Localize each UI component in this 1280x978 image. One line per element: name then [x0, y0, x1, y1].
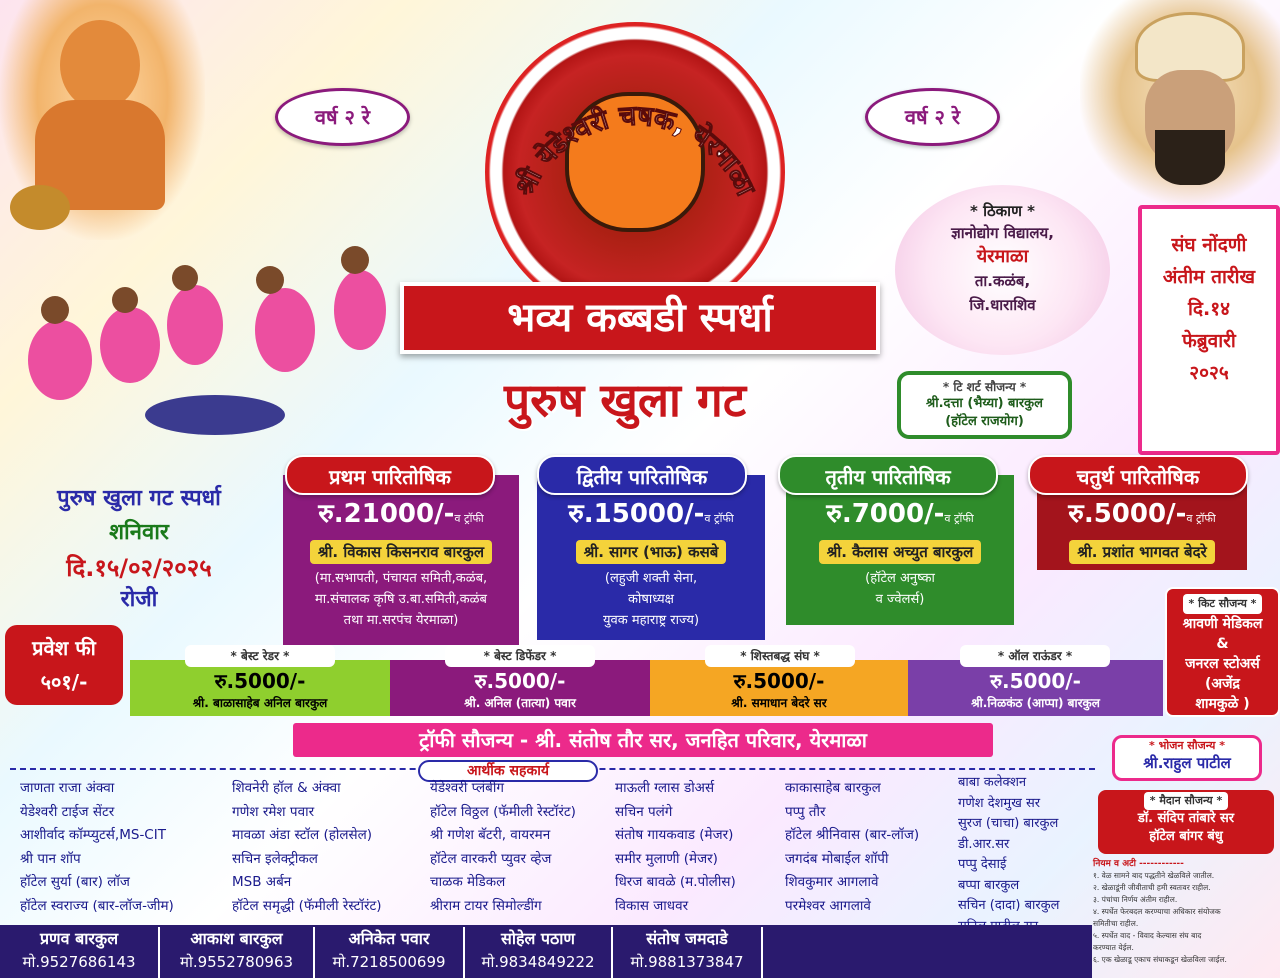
event-date: दि.१५/०२/२०२५ [66, 554, 212, 582]
prize-sponsor: श्री. विकास किसनराव बारकुल [310, 540, 492, 564]
trophy-sponsor-banner: ट्रॉफी सौजन्य - श्री. संतोष तौर सर, जनहित परिवार, येरमाळा [293, 723, 993, 757]
tshirt-sponsor [897, 371, 1072, 439]
contact-phone[interactable]: मो.9834849222 [481, 953, 595, 971]
contact-phone[interactable]: मो.9527686143 [22, 953, 136, 971]
tshirt-sub: (हॉटेल राजयोग) [945, 414, 1024, 429]
reg-line: अंतीम तारीख [1162, 266, 1256, 288]
sponsor-item: डी.आर.सर [958, 836, 1010, 852]
sponsor-item: सुरज (चाचा) बारकुल [958, 816, 1059, 831]
kit-line: श्रावणी मेडिकल [1182, 616, 1263, 632]
reg-line: दि.१४ [1188, 298, 1230, 320]
contact-name: आकाश बारकुल [190, 929, 283, 948]
rule-item: १. वेळ सामने बाद पद्धतीने खेळविले जातील. [1093, 871, 1215, 880]
contact-name: संतोष जमदाडे [646, 929, 728, 948]
award-body [908, 668, 1163, 718]
rule-item: ४. स्पर्धेत फेरबदल करण्याचा अधिकार संयोजक [1093, 907, 1221, 916]
sponsor-item: MSB अर्बन [232, 874, 292, 890]
sponsor-item: जगदंब मोबाईल शॉपी [785, 850, 889, 867]
sponsor-item: सचिन इलेक्ट्रीकल [232, 850, 318, 867]
event-info [5, 482, 273, 622]
award-amount: रु.5000/- [990, 669, 1081, 693]
sponsor-item: हॉटेल वारकरी प्युवर व्हेज [430, 850, 552, 867]
sponsor-item: धिरज बावळे (म.पोलीस) [615, 874, 736, 890]
contact-card [160, 927, 315, 978]
prize-suffix: व ट्रॉफी [704, 512, 734, 525]
tshirt-name: श्री.दत्ता (भैय्या) बारकुल [926, 396, 1043, 411]
food-heading: * भोजन सौजन्य * [1149, 739, 1225, 752]
award-amount: रु.5000/- [474, 669, 566, 693]
prize-detail: मा.संचालक कृषि उ.बा.समिती,कळंब [315, 592, 487, 607]
sponsor-item: बाबा कलेक्शन [958, 775, 1027, 790]
award-tag: * बेस्ट डिफेंडर * [445, 645, 595, 667]
contact-name: सोहेल पठाण [501, 929, 575, 948]
food-sponsor [1112, 735, 1262, 781]
sponsor-item: चाळक मेडिकल [430, 874, 506, 890]
prize-title: द्वितीय पारितोषिक [537, 455, 747, 495]
rule-item: ३. पंचांचा निर्णय अंतीम राहील. [1093, 895, 1178, 904]
prize-amount: रु.5000/- [1068, 499, 1187, 529]
kit-line: जनरल स्टोअर्स [1185, 656, 1260, 672]
ground-sponsor [1098, 790, 1274, 854]
sponsor-item: हॉटेल विठ्ठल (फॅमीली रेस्टॉरंट) [430, 803, 576, 820]
sponsor-item: शिवकुमार आगलावे [785, 874, 879, 890]
registration-deadline [1138, 205, 1280, 455]
svg-text:श्री येडेश्वरी चषक, येरमाळा [508, 100, 761, 201]
sponsor-column [20, 777, 174, 918]
event-line: पुरुष खुला गट स्पर्धा [57, 486, 221, 511]
prize-body-first [283, 497, 519, 631]
sponsor-item: जाणता राजा अंक्वा [20, 780, 115, 796]
reg-line: संघ नोंदणी [1171, 234, 1247, 256]
sponsor-item: विकास जाधवर [615, 897, 689, 914]
kit-sponsor [1165, 587, 1280, 717]
reg-line: फेब्रुवारी [1182, 330, 1236, 352]
rule-item: ५. स्पर्धेत वाद - विवाद केल्यास संघ बाद [1093, 931, 1202, 940]
sponsor-column [785, 777, 919, 918]
rule-item: २. खेळाडूंनी जीवीताची हमी स्वतःवर राहील. [1093, 883, 1211, 892]
sponsor-item: समीर मुलाणी (मेजर) [615, 850, 718, 867]
award-winner: श्री. समाधान बेदरे सर [731, 696, 827, 710]
rules-list [1093, 858, 1277, 976]
event-day: शनिवार [109, 520, 169, 545]
prize-amount: रु.15000/- [568, 499, 705, 529]
emblem-title: श्री येडेश्वरी चषक, येरमाळा [509, 100, 761, 201]
rule-item: करण्यात येईल. [1093, 943, 1134, 952]
emblem-arc-text [485, 22, 785, 322]
contact-card [0, 927, 160, 978]
sponsor-item: काकासाहेब बारकुल [785, 780, 881, 796]
ground-line: डॉ. संदिप तांबारे सर [1137, 811, 1235, 826]
prize-detail: युवक महाराष्ट्र राज्य) [602, 613, 700, 628]
sponsor-item: येडेश्वरी प्लंबींग [430, 780, 504, 796]
prize-suffix: व ट्रॉफी [944, 512, 974, 525]
prize-sponsor: श्री. कैलास अच्युत बारकुल [819, 540, 982, 564]
sponsors-heading: आर्थीक सहकार्य [418, 760, 598, 782]
entry-fee-label: प्रवेश फी [32, 636, 96, 660]
kit-line: शामकुळे ) [1195, 696, 1250, 712]
sponsor-item: हॉटेल समृद्धी (फॅमीली रेस्टॉरंट) [232, 897, 382, 914]
mace-icon [10, 185, 70, 230]
award-body [130, 668, 390, 718]
prize-body-fourth [1037, 497, 1247, 568]
sponsor-item: आशीर्वाद कॉम्प्युटर्स,MS-CIT [20, 827, 166, 843]
prize-detail: कोषाध्यक्ष [628, 592, 674, 607]
kit-line: (अजेंद्र [1205, 676, 1240, 692]
award-body [390, 668, 650, 718]
sponsor-item: हॉटेल सुर्या (बार) लॉज [20, 874, 130, 890]
sponsor-item: सचिन पलंगे [615, 803, 673, 820]
king-beard [1155, 130, 1225, 185]
prize-sponsor: श्री. प्रशांत भागवत बेदरे [1069, 540, 1214, 564]
venue-line: ता.कळंब, [974, 272, 1031, 290]
rules-heading: नियम व अटी ------------ [1093, 859, 1184, 869]
prize-title: चतुर्थ पारितोषिक [1028, 455, 1248, 495]
sponsor-item: श्री पान शॉप [20, 850, 81, 867]
sponsor-item: गणेश रमेश पवार [232, 803, 315, 820]
food-name: श्री.राहुल पाटील [1143, 754, 1231, 772]
sponsor-item: संतोष गायकवाड (मेजर) [615, 827, 734, 843]
contact-phone[interactable]: मो.9552780963 [179, 953, 294, 971]
prize-suffix: व ट्रॉफी [1186, 512, 1216, 525]
award-winner: श्री.निळकंठ (आप्पा) बारकुल [971, 696, 1100, 710]
reg-line: २०२५ [1189, 362, 1229, 384]
contact-phone[interactable]: मो.7218500699 [332, 953, 446, 971]
contact-card [613, 927, 763, 978]
prize-amount: रु.21000/- [318, 499, 455, 529]
sponsor-item: माऊली ग्लास डोअर्स [615, 780, 715, 796]
entry-fee-badge [5, 625, 123, 705]
rule-item: ६. एक खेळाडू एकाच संघाकडून खेळविला जाईल. [1093, 955, 1227, 964]
sponsor-item: येडेश्वरी टाईज सेंटर [20, 803, 115, 820]
award-body [650, 668, 908, 718]
venue-heading: * ठिकाण * [970, 202, 1035, 220]
ground-heading: * मैदान सौजन्य * [1144, 792, 1228, 810]
venue-line: ज्ञानोद्योग विद्यालय, [951, 224, 1054, 242]
venue-town: येरमाळा [976, 246, 1029, 267]
venue-line: जि.धाराशिव [969, 296, 1036, 314]
prize-title: प्रथम पारितोषिक [285, 455, 495, 495]
contact-card [465, 927, 613, 978]
main-title-banner: भव्य कब्बडी स्पर्धा [400, 282, 880, 354]
entry-fee-amount: ५०१/- [40, 670, 88, 694]
award-tag: * ऑल राऊंडर * [960, 645, 1110, 667]
year-badge-left: वर्ष २ रे [275, 88, 410, 146]
year-badge-right: वर्ष २ रे [865, 88, 1000, 146]
sponsor-item: मावळा अंडा स्टॉल (होलसेल) [232, 827, 373, 843]
contact-phone[interactable]: मो.9881373847 [630, 953, 744, 971]
sponsor-column [615, 777, 736, 918]
prize-detail: व ज्वेलर्स) [875, 592, 925, 607]
award-amount: रु.5000/- [733, 669, 825, 693]
deity-illustration [0, 0, 205, 240]
contact-card [315, 927, 465, 978]
category-title: पुरुष खुला गट [503, 373, 747, 427]
prize-sponsor: श्री. सागर (भाऊ) कसबे [576, 540, 727, 564]
venue-info [895, 185, 1110, 355]
prize-amount: रु.7000/- [826, 499, 945, 529]
sponsor-item: हॉटेल स्वराज्य (बार-लॉज-जीम) [20, 897, 174, 914]
prize-detail: तथा मा.सरपंच येरमाळा) [343, 613, 459, 628]
sponsor-item: पप्पु देसाई [958, 857, 1007, 872]
prize-suffix: व ट्रॉफी [454, 512, 484, 525]
contact-name: प्रणव बारकुल [39, 929, 119, 948]
sponsor-item: बप्पा बारकुल [958, 877, 1020, 893]
deity-face [60, 20, 140, 110]
sponsor-item: गणेश देशमुख सर [958, 795, 1041, 811]
sponsor-item: हॉटेल श्रीनिवास (बार-लॉज) [785, 827, 920, 843]
prize-title: तृतीय पारितोषिक [778, 455, 998, 495]
sponsor-item: शिवनेरी हॉल & अंक्वा [232, 780, 341, 796]
prize-detail: (लहुजी शक्ती सेना, [604, 571, 698, 586]
contact-name: अनिकेत पवार [348, 929, 430, 948]
sponsor-item: सचिन (दादा) बारकुल [958, 898, 1060, 913]
prize-body-third [786, 497, 1014, 610]
prize-detail: (मा.सभापती, पंचायत समिती,कळंब, [314, 571, 488, 586]
prize-detail: (हॉटेल अनुष्का [865, 571, 935, 586]
warrior-king-portrait [1080, 0, 1280, 205]
rule-item: समितीचा राहील. [1093, 919, 1139, 928]
sponsor-item: परमेश्वर आगलावे [785, 897, 871, 914]
sponsor-column [232, 777, 382, 918]
award-winner: श्री. अनिल (तात्या) पवार [464, 696, 576, 710]
award-amount: रु.5000/- [214, 669, 306, 693]
kit-heading: * किट सौजन्य * [1183, 594, 1263, 614]
sponsor-item: पप्पु तौर [785, 803, 826, 820]
sponsor-item: श्री गणेश बॅटरी, वायरमन [430, 827, 551, 843]
award-tag: * शिस्तबद्ध संघ * [705, 645, 855, 667]
sponsor-column [430, 777, 576, 918]
kabaddi-players-illustration [0, 240, 400, 450]
kit-line: & [1216, 636, 1229, 652]
award-winner: श्री. बाळासाहेब अनिल बारकुल [192, 696, 328, 710]
award-tag: * बेस्ट रेडर * [185, 645, 335, 667]
ground-line: हॉटेल बांगर बंधु [1149, 829, 1223, 844]
sponsor-item: श्रीराम टायर सिमोल्डींग [430, 897, 542, 914]
event-line: रोजी [120, 587, 158, 612]
prize-body-second [537, 497, 765, 631]
tshirt-heading: * टि शर्ट सौजन्य * [942, 380, 1027, 394]
